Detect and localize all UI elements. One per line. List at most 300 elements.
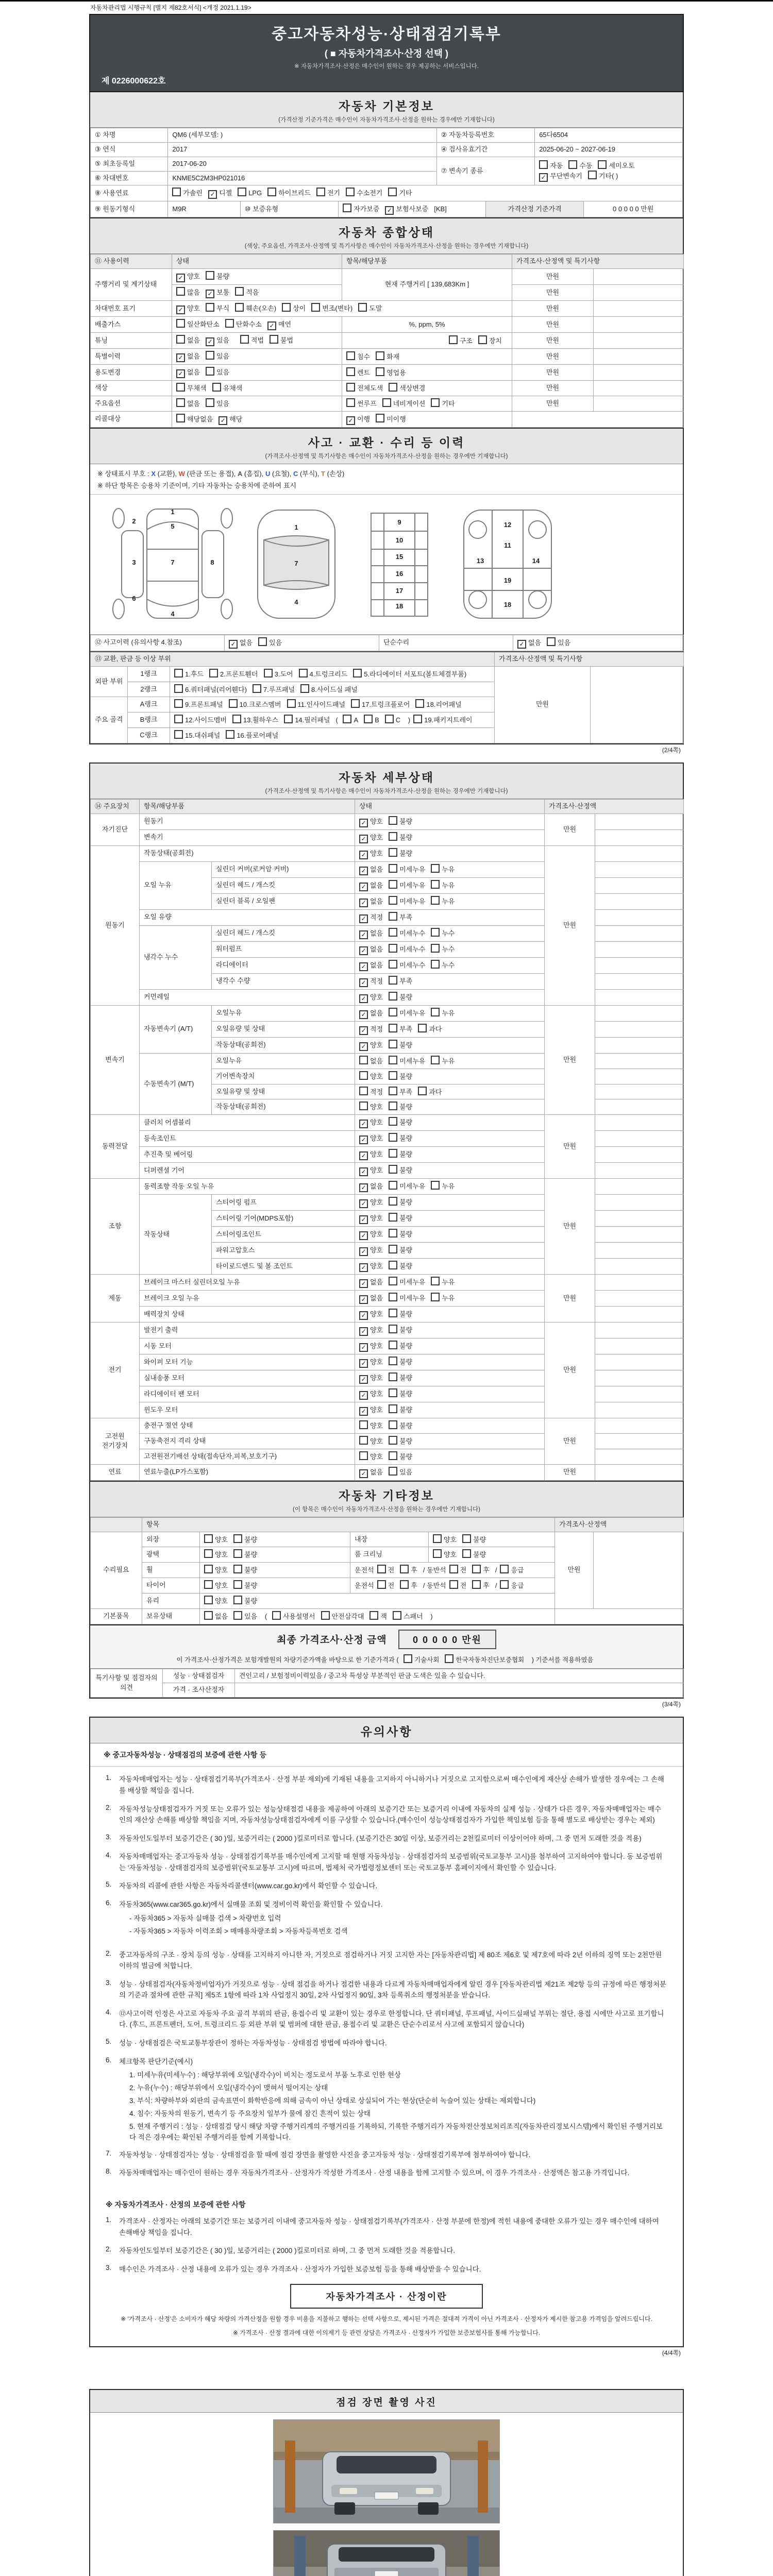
checkbox-적음[interactable]: [235, 287, 259, 298]
checkbox-box[interactable]: ✓: [359, 946, 368, 955]
checkbox-box[interactable]: ✓: [517, 640, 526, 649]
checkbox-box[interactable]: ✓: [359, 1343, 368, 1352]
checkbox-없음[interactable]: [359, 1056, 383, 1066]
checkbox-box[interactable]: ✓: [359, 1247, 368, 1256]
checkbox-스패너[interactable]: [393, 1611, 423, 1622]
checkbox-양호[interactable]: [359, 1041, 383, 1051]
checkbox-box[interactable]: [174, 730, 183, 739]
checkbox-무채색[interactable]: [176, 383, 207, 394]
checkbox-box[interactable]: [233, 1611, 242, 1620]
checkbox-box[interactable]: [233, 1549, 242, 1558]
checkbox-양호[interactable]: [359, 1326, 383, 1336]
checkbox-box[interactable]: [240, 335, 249, 344]
checkbox-불량[interactable]: [233, 1534, 257, 1545]
checkbox-box[interactable]: [431, 1008, 440, 1016]
checkbox-box[interactable]: [389, 1388, 397, 1397]
checkbox-box[interactable]: ✓: [206, 337, 214, 346]
checkbox-양호[interactable]: [204, 1549, 228, 1560]
checkbox-전체도색[interactable]: [346, 383, 383, 394]
checkbox-box[interactable]: [389, 1213, 397, 1222]
checkbox-box[interactable]: [418, 1087, 427, 1095]
checkbox-응급[interactable]: [500, 1580, 524, 1591]
checkbox-box[interactable]: [389, 1229, 397, 1238]
checkbox-box[interactable]: [389, 1372, 397, 1381]
checkbox-불량[interactable]: [233, 1580, 257, 1591]
checkbox-양호[interactable]: [204, 1534, 228, 1545]
checkbox-box[interactable]: [445, 1654, 453, 1663]
checkbox-없음[interactable]: [359, 881, 383, 891]
checkbox-불량[interactable]: [389, 1101, 412, 1112]
checkbox-부식[interactable]: [206, 303, 229, 314]
checkbox-있음[interactable]: [206, 367, 229, 378]
checkbox-box[interactable]: [431, 864, 440, 873]
checkbox-미세누유[interactable]: [389, 1293, 425, 1303]
checkbox-후[interactable]: [400, 1580, 417, 1591]
checkbox-가솔린[interactable]: [172, 188, 203, 198]
checkbox-미세누수[interactable]: [389, 944, 425, 955]
checkbox-box[interactable]: [588, 171, 597, 179]
checkbox-box[interactable]: [389, 1436, 397, 1445]
checkbox-box[interactable]: [233, 1596, 242, 1604]
checkbox-매연[interactable]: [267, 320, 291, 330]
checkbox-box[interactable]: [389, 1087, 397, 1095]
checkbox-응급[interactable]: [500, 1565, 524, 1575]
checkbox-box[interactable]: [377, 1580, 386, 1589]
checkbox-변조(변타)[interactable]: [311, 303, 352, 314]
checkbox-box[interactable]: [449, 1580, 458, 1589]
checkbox-box[interactable]: [267, 188, 276, 196]
checkbox-box[interactable]: [212, 383, 221, 392]
checkbox-box[interactable]: [359, 1101, 368, 1110]
checkbox-해당없음[interactable]: [176, 414, 213, 425]
checkbox-box[interactable]: [233, 1580, 242, 1589]
checkbox-불량[interactable]: [389, 1420, 412, 1431]
checkbox-box[interactable]: ✓: [359, 1311, 368, 1320]
checkbox-box[interactable]: [321, 1611, 330, 1620]
checkbox-box[interactable]: [359, 1056, 368, 1064]
checkbox-없음[interactable]: [176, 398, 200, 409]
checkbox-box[interactable]: ✓: [359, 914, 368, 923]
checkbox-전[interactable]: [377, 1580, 395, 1591]
checkbox-box[interactable]: ✓: [359, 1026, 368, 1035]
checkbox-box[interactable]: ✓: [208, 190, 217, 199]
checkbox-양호[interactable]: [359, 1262, 383, 1272]
checkbox-box[interactable]: [316, 188, 325, 196]
checkbox-누유[interactable]: [431, 1056, 455, 1066]
checkbox-미세누유[interactable]: [389, 1008, 425, 1019]
checkbox-box[interactable]: [225, 319, 234, 328]
checkbox-구조[interactable]: [449, 335, 473, 346]
checkbox-없음[interactable]: [176, 352, 200, 362]
checkbox-C[interactable]: [385, 715, 400, 725]
checkbox-box[interactable]: [209, 669, 218, 677]
checkbox-box[interactable]: ✓: [359, 1469, 368, 1478]
checkbox-box[interactable]: ✓: [359, 1295, 368, 1304]
checkbox-box[interactable]: [176, 335, 185, 344]
checkbox-불량[interactable]: [389, 1388, 412, 1399]
checkbox-LPG[interactable]: [238, 188, 262, 198]
checkbox-11.인사이드패널[interactable]: [287, 699, 345, 710]
checkbox-양호[interactable]: [204, 1565, 228, 1575]
checkbox-box[interactable]: ✓: [359, 978, 368, 987]
checkbox-누유[interactable]: [431, 864, 455, 875]
checkbox-box[interactable]: [376, 414, 384, 422]
checkbox-7.루프패널[interactable]: [253, 684, 295, 695]
checkbox-box[interactable]: [389, 1071, 397, 1080]
checkbox-누수[interactable]: [431, 944, 455, 955]
checkbox-후[interactable]: [400, 1565, 417, 1575]
checkbox-box[interactable]: [568, 160, 577, 169]
checkbox-누유[interactable]: [431, 1293, 455, 1303]
checkbox-box[interactable]: [389, 1181, 397, 1190]
checkbox-box[interactable]: [282, 303, 291, 312]
checkbox-양호[interactable]: [359, 1420, 383, 1431]
checkbox-box[interactable]: [389, 1325, 397, 1333]
checkbox-box[interactable]: [358, 303, 367, 312]
checkbox-4.트렁크리드[interactable]: [299, 669, 348, 680]
checkbox-양호[interactable]: [359, 1246, 383, 1256]
checkbox-19.패키지트레이[interactable]: [413, 715, 472, 725]
checkbox-box[interactable]: [547, 637, 556, 646]
checkbox-있음[interactable]: [547, 637, 570, 648]
checkbox-box[interactable]: ✓: [176, 353, 185, 362]
checkbox-box[interactable]: [389, 848, 397, 857]
checkbox-box[interactable]: [353, 669, 362, 677]
checkbox-없음[interactable]: [359, 945, 383, 955]
checkbox-box[interactable]: [389, 896, 397, 905]
checkbox-수소전기[interactable]: [346, 188, 382, 198]
checkbox-미세누유[interactable]: [389, 880, 425, 891]
checkbox-양호[interactable]: [359, 1389, 383, 1400]
checkbox-안전삼각대[interactable]: [321, 1611, 364, 1622]
checkbox-불량[interactable]: [462, 1534, 486, 1545]
checkbox-box[interactable]: [462, 1534, 471, 1543]
checkbox-미세누유[interactable]: [389, 896, 425, 907]
checkbox-있음[interactable]: [206, 398, 229, 409]
checkbox-box[interactable]: ✓: [359, 1136, 368, 1144]
checkbox-없음[interactable]: [176, 335, 200, 346]
checkbox-box[interactable]: [389, 816, 397, 825]
checkbox-6.쿼터패널(리어휀다)[interactable]: [174, 684, 247, 695]
checkbox-box[interactable]: [500, 1580, 509, 1589]
checkbox-box[interactable]: [404, 1654, 412, 1663]
checkbox-box[interactable]: [389, 1133, 397, 1142]
checkbox-양호[interactable]: [359, 1405, 383, 1416]
checkbox-box[interactable]: ✓: [539, 173, 548, 182]
checkbox-18.리어패널[interactable]: [415, 699, 461, 710]
checkbox-불량[interactable]: [389, 1040, 412, 1050]
checkbox-불량[interactable]: [233, 1596, 257, 1606]
checkbox-양호[interactable]: [359, 1166, 383, 1176]
checkbox-box[interactable]: [389, 1420, 397, 1429]
checkbox-전기[interactable]: [316, 188, 340, 198]
checkbox-13.휠하우스[interactable]: [232, 715, 278, 725]
checkbox-box[interactable]: [346, 383, 355, 392]
checkbox-이행[interactable]: [346, 415, 370, 425]
checkbox-box[interactable]: [389, 928, 397, 937]
checkbox-누유[interactable]: [431, 1181, 455, 1192]
checkbox-box[interactable]: [176, 383, 185, 392]
checkbox-양호[interactable]: [433, 1534, 457, 1545]
checkbox-없음[interactable]: [359, 929, 383, 939]
checkbox-box[interactable]: [343, 204, 351, 212]
checkbox-box[interactable]: ✓: [359, 1010, 368, 1019]
checkbox-box[interactable]: ✓: [359, 835, 368, 843]
checkbox-box[interactable]: [343, 715, 351, 723]
checkbox-훼손(오손)[interactable]: [235, 303, 276, 314]
checkbox-box[interactable]: ✓: [359, 899, 368, 907]
checkbox-디젤[interactable]: [208, 189, 232, 199]
checkbox-불량[interactable]: [389, 816, 412, 827]
checkbox-box[interactable]: [206, 271, 214, 280]
checkbox-없음[interactable]: [359, 1182, 383, 1192]
checkbox-불량[interactable]: [389, 1261, 412, 1272]
checkbox-box[interactable]: [388, 188, 397, 196]
checkbox-적정[interactable]: [359, 977, 383, 987]
checkbox-양호[interactable]: [176, 304, 200, 314]
checkbox-과다[interactable]: [418, 1087, 442, 1097]
checkbox-box[interactable]: [389, 1149, 397, 1158]
checkbox-box[interactable]: [598, 160, 607, 169]
checkbox-box[interactable]: [235, 303, 244, 312]
checkbox-box[interactable]: ✓: [359, 883, 368, 891]
checkbox-양호[interactable]: [359, 1310, 383, 1320]
checkbox-box[interactable]: [233, 1534, 242, 1543]
checkbox-양호[interactable]: [359, 1150, 383, 1160]
checkbox-box[interactable]: [389, 1293, 397, 1301]
checkbox-14.필러패널[interactable]: [284, 715, 330, 725]
checkbox-없음[interactable]: [359, 1009, 383, 1019]
checkbox-영업용[interactable]: [376, 367, 406, 378]
checkbox-box[interactable]: [359, 1436, 368, 1445]
checkbox-box[interactable]: [284, 715, 293, 723]
checkbox-8.사이드실 패널[interactable]: [300, 684, 358, 695]
checkbox-양호[interactable]: [359, 817, 383, 827]
checkbox-양호[interactable]: [359, 849, 383, 859]
checkbox-누유[interactable]: [431, 1008, 455, 1019]
checkbox-양호[interactable]: [359, 1358, 383, 1368]
checkbox-부족[interactable]: [389, 912, 412, 923]
checkbox-box[interactable]: [431, 928, 440, 937]
checkbox-17.트렁크플로어[interactable]: [351, 699, 410, 710]
checkbox-box[interactable]: ✓: [359, 1231, 368, 1240]
checkbox-box[interactable]: [172, 188, 181, 196]
checkbox-box[interactable]: [433, 1549, 442, 1558]
checkbox-미세누유[interactable]: [389, 1056, 425, 1066]
checkbox-썬루프[interactable]: [346, 398, 377, 409]
checkbox-box[interactable]: [229, 699, 238, 708]
checkbox-box[interactable]: [431, 398, 440, 407]
checkbox-10.크로스멤버[interactable]: [229, 699, 281, 710]
checkbox-있음[interactable]: [233, 1611, 257, 1622]
checkbox-기타[interactable]: [388, 188, 412, 198]
checkbox-양호[interactable]: [359, 1214, 383, 1224]
checkbox-box[interactable]: ✓: [359, 1375, 368, 1384]
checkbox-누유[interactable]: [431, 1277, 455, 1287]
checkbox-16.플로어패널[interactable]: [226, 730, 278, 741]
checkbox-탄화수소[interactable]: [225, 319, 262, 330]
checkbox-불량[interactable]: [233, 1549, 257, 1560]
checkbox-box[interactable]: ✓: [359, 1151, 368, 1160]
checkbox-box[interactable]: [478, 335, 487, 344]
checkbox-미세누유[interactable]: [389, 864, 425, 875]
checkbox-잭[interactable]: [369, 1611, 387, 1622]
checkbox-3.도어[interactable]: [264, 669, 293, 680]
checkbox-불량[interactable]: [389, 1341, 412, 1351]
checkbox-box[interactable]: [389, 944, 397, 953]
checkbox-box[interactable]: [346, 398, 355, 407]
checkbox-box[interactable]: [174, 715, 183, 723]
checkbox-box[interactable]: [472, 1565, 481, 1573]
checkbox-box[interactable]: ✓: [359, 962, 368, 971]
checkbox-누유[interactable]: [431, 896, 455, 907]
checkbox-장치[interactable]: [478, 335, 502, 346]
checkbox-box[interactable]: ✓: [359, 1327, 368, 1336]
checkbox-누유[interactable]: [431, 880, 455, 891]
checkbox-해당[interactable]: [219, 415, 242, 425]
checkbox-box[interactable]: [359, 1087, 368, 1095]
checkbox-양호[interactable]: [359, 1451, 383, 1462]
checkbox-불량[interactable]: [233, 1565, 257, 1575]
checkbox-box[interactable]: ✓: [359, 1263, 368, 1272]
checkbox-box[interactable]: ✓: [359, 1042, 368, 1051]
checkbox-box[interactable]: [204, 1596, 213, 1604]
checkbox-세미오토[interactable]: [598, 160, 634, 171]
checkbox-양호[interactable]: [359, 1198, 383, 1208]
checkbox-box[interactable]: [377, 1565, 386, 1573]
checkbox-box[interactable]: [415, 699, 424, 708]
checkbox-box[interactable]: [389, 1117, 397, 1126]
checkbox-box[interactable]: ✓: [359, 819, 368, 827]
checkbox-box[interactable]: [226, 730, 234, 739]
checkbox-수동[interactable]: [568, 160, 592, 171]
checkbox-불량[interactable]: [389, 1245, 412, 1256]
checkbox-box[interactable]: [413, 715, 422, 723]
checkbox-9.프론트패널[interactable]: [174, 699, 223, 710]
checkbox-불량[interactable]: [389, 1071, 412, 1082]
checkbox-box[interactable]: ✓: [176, 369, 185, 378]
checkbox-box[interactable]: ✓: [359, 1215, 368, 1224]
checkbox-양호[interactable]: [359, 1230, 383, 1240]
checkbox-box[interactable]: [389, 1261, 397, 1269]
checkbox-미세누유[interactable]: [389, 1181, 425, 1192]
checkbox-box[interactable]: [431, 944, 440, 953]
checkbox-양호[interactable]: [359, 993, 383, 1003]
checkbox-5.라디에이터 서포트(볼트체결부품)[interactable]: [353, 669, 466, 680]
checkbox-box[interactable]: [206, 303, 214, 312]
checkbox-box[interactable]: [206, 367, 214, 376]
checkbox-없음[interactable]: [229, 638, 253, 649]
checkbox-누수[interactable]: [431, 960, 455, 971]
checkbox-불량[interactable]: [389, 1165, 412, 1176]
checkbox-box[interactable]: ✓: [359, 1407, 368, 1416]
checkbox-box[interactable]: [449, 1565, 458, 1573]
checkbox-box[interactable]: [253, 684, 261, 693]
checkbox-미이행[interactable]: [376, 414, 406, 425]
checkbox-box[interactable]: [389, 1101, 397, 1110]
checkbox-box[interactable]: [272, 1611, 281, 1620]
checkbox-box[interactable]: [418, 1024, 427, 1032]
checkbox-box[interactable]: [176, 414, 185, 422]
checkbox-B[interactable]: [364, 715, 379, 725]
checkbox-box[interactable]: [346, 188, 355, 196]
checkbox-양호[interactable]: [359, 1342, 383, 1352]
checkbox-box[interactable]: [299, 669, 308, 677]
checkbox-불량[interactable]: [389, 1149, 412, 1160]
checkbox-1.후드[interactable]: [174, 669, 204, 680]
checkbox-없음[interactable]: [359, 865, 383, 875]
checkbox-box[interactable]: [431, 960, 440, 969]
checkbox-box[interactable]: ✓: [385, 206, 394, 215]
checkbox-box[interactable]: [431, 880, 440, 889]
checkbox-불량[interactable]: [389, 1436, 412, 1447]
checkbox-적정[interactable]: [359, 1025, 383, 1035]
checkbox-box[interactable]: [389, 1197, 397, 1206]
checkbox-부족[interactable]: [389, 1024, 412, 1035]
checkbox-box[interactable]: [174, 669, 183, 677]
checkbox-box[interactable]: [204, 1549, 213, 1558]
checkbox-box[interactable]: [376, 351, 384, 360]
checkbox-box[interactable]: [389, 1357, 397, 1365]
checkbox-불량[interactable]: [389, 1229, 412, 1240]
checkbox-box[interactable]: [270, 335, 278, 344]
checkbox-불량[interactable]: [389, 1325, 412, 1335]
checkbox-box[interactable]: ✓: [359, 851, 368, 859]
checkbox-box[interactable]: [204, 1565, 213, 1573]
checkbox-없음[interactable]: [359, 1468, 383, 1478]
checkbox-box[interactable]: [382, 398, 391, 407]
checkbox-기술사회[interactable]: [404, 1654, 439, 1664]
checkbox-box[interactable]: [385, 715, 394, 723]
checkbox-box[interactable]: ✓: [359, 867, 368, 875]
checkbox-불량[interactable]: [389, 1372, 412, 1383]
checkbox-box[interactable]: [389, 1404, 397, 1413]
checkbox-box[interactable]: [389, 960, 397, 969]
checkbox-box[interactable]: [389, 912, 397, 921]
checkbox-미세누유[interactable]: [389, 1277, 425, 1287]
checkbox-화재[interactable]: [376, 351, 399, 362]
checkbox-box[interactable]: [389, 1277, 397, 1285]
checkbox-box[interactable]: [258, 637, 267, 646]
checkbox-부족[interactable]: [389, 976, 412, 987]
checkbox-box[interactable]: [431, 896, 440, 905]
checkbox-box[interactable]: ✓: [267, 321, 276, 330]
checkbox-box[interactable]: [389, 976, 397, 985]
checkbox-box[interactable]: [389, 1451, 397, 1460]
checkbox-box[interactable]: ✓: [359, 1199, 368, 1208]
checkbox-box[interactable]: [204, 1580, 213, 1589]
checkbox-전[interactable]: [449, 1580, 467, 1591]
checkbox-box[interactable]: [369, 1611, 378, 1620]
checkbox-없음[interactable]: [176, 368, 200, 378]
checkbox-한국자동차진단보증협회[interactable]: [445, 1654, 524, 1664]
checkbox-전[interactable]: [449, 1565, 467, 1575]
checkbox-box[interactable]: [500, 1565, 509, 1573]
checkbox-box[interactable]: [462, 1549, 471, 1558]
checkbox-box[interactable]: ✓: [359, 994, 368, 1003]
checkbox-box[interactable]: [346, 351, 355, 360]
checkbox-box[interactable]: [311, 303, 320, 312]
checkbox-불량[interactable]: [389, 1213, 412, 1224]
checkbox-box[interactable]: [389, 1040, 397, 1048]
checkbox-있음[interactable]: [206, 351, 229, 362]
checkbox-box[interactable]: [389, 1024, 397, 1032]
checkbox-box[interactable]: ✓: [359, 930, 368, 939]
checkbox-box[interactable]: [359, 1420, 368, 1429]
checkbox-box[interactable]: [431, 1181, 440, 1190]
checkbox-box[interactable]: [431, 1056, 440, 1064]
checkbox-양호[interactable]: [204, 1596, 228, 1606]
